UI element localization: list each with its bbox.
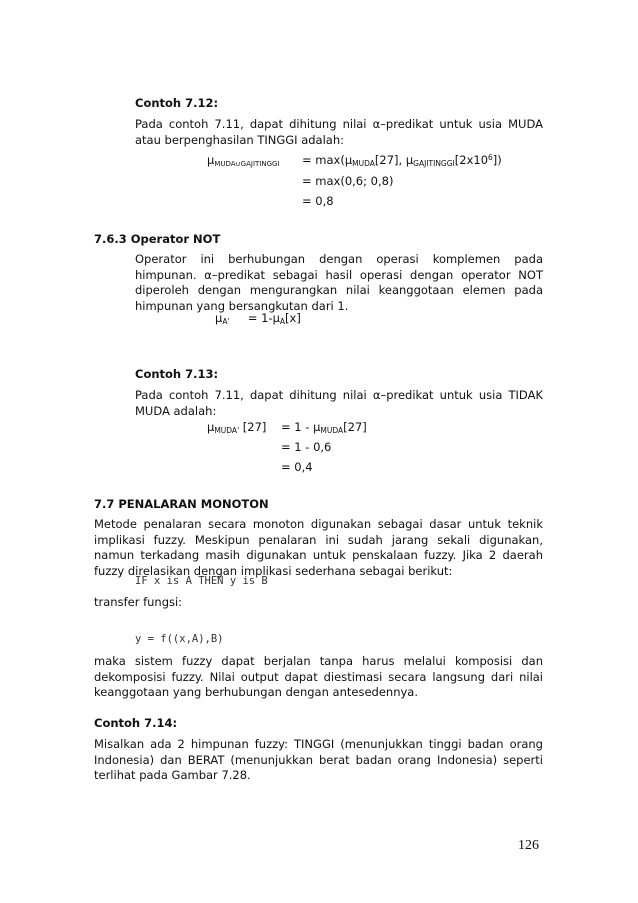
code-transfer-function: y = f((x,A),B)	[135, 633, 224, 645]
example-7-14-text: Misalkan ada 2 himpunan fuzzy: TINGGI (menunjukkan tinggi badan orang Indonesia) dan BERAT (menunjukkan berat badan orang Indonesia) seperti terlihat pada Gambar 7.28.	[94, 737, 543, 782]
example-7-14-title: Contoh 7.14:	[94, 716, 178, 730]
eq713-lhs: $\mu_{MUDA'}$ [27]	[207, 420, 267, 435]
page-number: 126	[518, 838, 539, 853]
example-7-13-title: Contoh 7.13:	[135, 367, 219, 381]
section-7-6-3-text: Operator ini berhubungan dengan operasi komplemen pada himpunan. α–predikat sebagai hasil operasi dengan operator NOT diperoleh dengan mengurangkan nilai keanggotaan elemen pada himpunan yang bersangkutan dari 1.	[135, 252, 543, 313]
not-formula: $\mu_{A'}$ = $1-\mu_A[x]$	[215, 311, 301, 326]
eq712-row3: = 0,8	[302, 194, 334, 208]
example-7-13-text: Pada contoh 7.11, dapat dihitung nilai α–predikat untuk usia TIDAK MUDA adalah:	[135, 388, 543, 418]
eq712-row1: = $\max(\mu_{MUDA}[27]$, $\mu_{GAJITINGGI}[2x10^6]$)	[302, 153, 502, 168]
section-7-7-title: 7.7 PENALARAN MONOTON	[94, 497, 269, 511]
eq713-row3: = 0,4	[281, 460, 313, 474]
section-7-6-3-title: 7.6.3 Operator NOT	[94, 232, 221, 246]
section-7-7-paragraph-2: maka sistem fuzzy dapat berjalan tanpa harus melalui komposisi dan dekomposisi fuzzy. Nilai output dapat diestimasi secara langsung dari nilai keanggotaan yang berhubungan dengan antesedennya.	[94, 654, 543, 699]
section-7-7-paragraph-1: Metode penalaran secara monoton digunakan sebagai dasar untuk teknik implikasi fuzzy. Meskipun penalaran ini sudah jarang sekali digunakan, namun terkadang masih digunakan untuk penskalaan fuzzy. Jika 2 daerah fuzzy direlasikan dengan implikasi sederhana sebagai berikut:	[94, 517, 543, 578]
transfer-function-label: transfer fungsi:	[94, 595, 183, 609]
code-implication: IF x is A THEN y is B	[135, 575, 268, 587]
eq712-lhs: $\mu_{MUDA\cup GAJITINGGI}$	[207, 153, 280, 168]
eq712-row2: = max(0,6; 0,8)	[302, 174, 394, 188]
example-7-12-text: Pada contoh 7.11, dapat dihitung nilai α–predikat untuk usia MUDA atau berpenghasilan TINGGI adalah:	[135, 117, 543, 147]
eq713-row1: = $1 - \mu_{MUDA}[27]$	[281, 420, 367, 435]
eq713-row2: = 1 - 0,6	[281, 440, 332, 454]
example-7-12-title: Contoh 7.12:	[135, 96, 219, 110]
